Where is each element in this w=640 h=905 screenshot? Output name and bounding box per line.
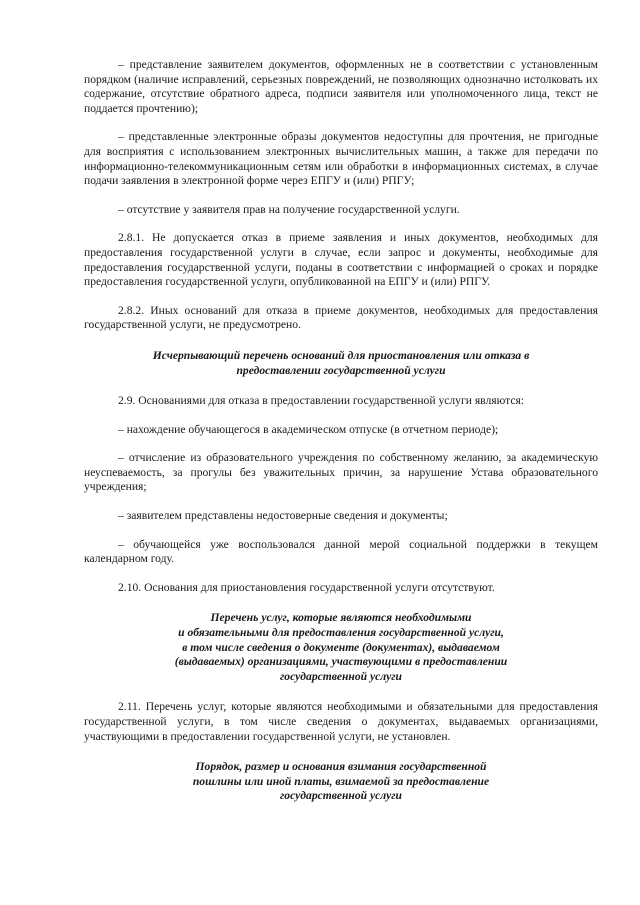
paragraph-refusal-expulsion: – отчисление из образовательного учреждения по собственному желанию, за академическую неуспеваемость, за прогулы без уважительных причин, за нарушение Устава образовательного учреждения; bbox=[84, 451, 598, 494]
heading-line: предоставлении государственной услуги bbox=[236, 363, 446, 377]
heading-line: Перечень услуг, которые являются необходимыми bbox=[210, 611, 472, 625]
paragraph-refusal-false-info: – заявителем представлены недостоверные сведения и документы; bbox=[118, 509, 448, 523]
paragraph-rejection-unreadable-electronic: – представленные электронные образы документов недоступны для прочтения, не пригодные для восприятия с использованием электронных вычислительных машин, а также для передачи по информационно-телекоммуникационным сетям или обработки в информационных системах, в случае подачи заявления в электронной форме через ЕПГУ и (или) РПГУ; bbox=[84, 130, 598, 188]
paragraph-rejection-improper-documents: – представление заявителем документов, оформленных не в соответствии с установленным порядком (наличие исправлений, серьезных повреждений, не позволяющих однозначно истолковать их содержание, отсутствие обратного адреса, подписи заявителя или уполномоченного лица, текст не поддается прочтению); bbox=[84, 58, 598, 115]
heading-line: (выдаваемых) организациями, участвующими в предоставлении bbox=[174, 655, 508, 669]
paragraph-2-10: 2.10. Основания для приостановления государственной услуги отсутствуют. bbox=[118, 580, 495, 594]
section-heading-suspension-refusal bbox=[84, 349, 598, 378]
heading-line: государственной услуги bbox=[280, 669, 402, 683]
paragraph-rejection-no-rights: – отсутствие у заявителя прав на получение государственной услуги. bbox=[118, 202, 460, 216]
paragraph-refusal-academic-leave: – нахождение обучающегося в академическом отпуске (в отчетном периоде); bbox=[118, 422, 499, 436]
paragraph-2-9: 2.9. Основаниями для отказа в предоставлении государственной услуги являются: bbox=[118, 394, 525, 408]
paragraph-2-11: 2.11. Перечень услуг, которые являются необходимыми и обязательными для предоставления государственной услуги, в том числе сведения о документах, выдаваемых организациями, участвующими в предоставлении государственной услуги, не установлен. bbox=[84, 700, 598, 743]
paragraph-2-8-2: 2.8.2. Иных оснований для отказа в приеме документов, необходимых для предоставления государственной услуги, не предусмотрено. bbox=[84, 303, 598, 332]
heading-line: Порядок, размер и основания взимания государственной bbox=[195, 760, 487, 774]
section-heading-required-services bbox=[84, 611, 598, 684]
heading-line: и обязательными для предоставления государственной услуги, bbox=[178, 626, 504, 640]
heading-line: в том числе сведения о документе (документах), выдаваемом bbox=[182, 640, 500, 654]
paragraph-2-8-1: 2.8.1. Не допускается отказ в приеме заявления и иных документов, необходимых для предоставления государственной услуги в случае, если запрос и документы, необходимые для предоставления государственной услуги, поданы в соответствии с информацией о сроках и порядке предоставления государственной услуги, опубликованной на ЕПГУ и (или) РПГУ. bbox=[84, 231, 598, 289]
heading-line: Исчерпывающий перечень оснований для приостановления или отказа в bbox=[152, 348, 530, 362]
heading-line: пошлины или иной платы, взимаемой за предоставление bbox=[192, 774, 490, 788]
section-heading-state-fee bbox=[84, 760, 598, 804]
document-page bbox=[84, 58, 598, 804]
paragraph-refusal-already-used: – обучающейся уже воспользовался данной мерой социальной поддержки в текущем календарном году. bbox=[84, 537, 598, 566]
heading-line: государственной услуги bbox=[280, 789, 402, 803]
